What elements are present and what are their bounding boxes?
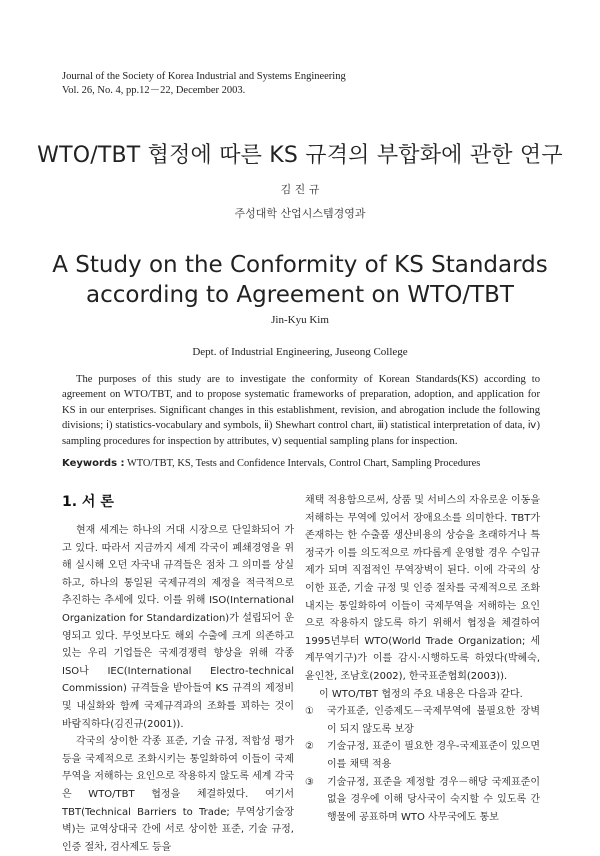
right-column: [305, 492, 540, 826]
journal-citation: [62, 70, 346, 98]
list-item: [305, 703, 540, 738]
author-korean: 김 진 규: [280, 183, 320, 196]
list-item: [305, 738, 540, 773]
title-korean: WTO/TBT 협정에 따른 KS 규격의 부합화에 관한 연구: [37, 143, 563, 168]
intro-paragraph-4: 이 WTO/TBT 협정의 주요 내용은 다음과 같다.: [319, 688, 523, 700]
section-heading: 1. 서 론: [62, 494, 114, 510]
left-column: [62, 492, 294, 856]
keywords: [62, 458, 552, 469]
title-english: A Study on the Conformity of KS Standards according to Agreement on WTO/TBT: [52, 252, 548, 308]
journal-volume: Vol. 26, No. 4, pp.12－22, December 2003.: [62, 85, 246, 96]
list-item-text: 국가표준, 인증제도－국제무역에 불필요한 장벽이 되지 않도록 보장: [327, 706, 540, 735]
affiliation-english: Dept. of Industrial Engineering, Juseong College: [192, 346, 408, 358]
author-english: Jin-Kyu Kim: [271, 314, 329, 326]
intro-paragraph-1: 현재 세계는 하나의 거대 시장으로 단일화되어 가고 있다. 따라서 지금까지 세계 각국이 폐쇄경영을 위해 실시해 오던 자국내 규격들은 점차 그 의미를 상실하고, 하나의 통일된 국제규격의 제정을 적극적으로 추진하는 추세에 있다. 이를 위해 ISO(International Organization for Standardization)가 설립되어 운영되고 있다. 무엇보다도 해외 수출에 크게 의존하고 있는 우리 기업들은 국제경쟁력 향상을 위해 각종 ISO나 IEC(International Electro-technical Commission) 규격들을 받아들여 KS 규격의 제정비 및 내실화와 함께 국제규격과의 조화를 꾀하는 것이 바람직하다(김진규(2001)).: [62, 525, 294, 730]
affiliation-korean: 주성대학 산업시스템경영과: [234, 207, 366, 220]
journal-name: Journal of the Society of Korea Industrial and Systems Engineering: [62, 71, 346, 82]
intro-paragraph-3: 채택 적용함으로써, 상품 및 서비스의 자유로운 이동을 저해하는 무역에 있어서 장애요소를 의미한다. TBT가 존재하는 한 수출품 생산비용의 상승을 초래하거나 특정국가 이를 의도적으로 까다롭게 운영할 경우 수입규제가 되며 직접적인 무역장벽이 된다. 이에 각국의 상이한 표준, 기술 규정 및 인증 절차를 국제적으로 조화내지는 통일화하여 이들이 국제무역을 저해하는 요인으로 작용하지 않도록 하기 위해서 협정을 체결하여 1995년부터 WTO(World Trade Organization; 세계무역기구)가 이를 감시·시행하도록 하였다(박혜숙, 윤인찬, 조남호(2002), 한국표준협회(2003)).: [305, 495, 540, 682]
list-item-number: ②: [305, 741, 314, 753]
list-item: [305, 774, 540, 827]
keywords-label: Keywords :: [62, 458, 125, 469]
list-item-number: ①: [305, 706, 314, 718]
list-item-number: ③: [305, 776, 314, 788]
list-item-text: 기술규정, 표준이 필요한 경우-국제표준이 있으면 이를 채택 적용: [327, 741, 540, 770]
intro-paragraph-2: 각국의 상이한 각종 표준, 기술 규정, 적합성 평가 등을 국제적으로 조화시키는 통일화하여 이들이 국제무역을 저해하는 요인으로 작용하지 않도록 세계 각국은 WTO/TBT 협정을 체결하였다. 여기서 TBT(Technical Barriers to Trade; 무역상기술장벽)는 교역상대국 간에 서로 상이한 표준, 기술 규정, 인증 절차, 검사제도 등을: [62, 736, 294, 853]
abstract: The purposes of this study are to investigate the conformity of Korean Standards(KS) according to agreement on WTO/TBT, and to propose systematic frameworks of preparation, adoption, and application for KS in our enterprises. Significant changes in this establishment, revision, and abrogation include the following divisions; ⅰ) statistics-vocabulary and symbols, ⅱ) Shewhart control chart, ⅲ) statistical interpretation of data, ⅳ) sampling procedures for inspection by attributes, ⅴ) sequential sampling plans for inspection.: [62, 374, 540, 447]
keywords-text: WTO/TBT, KS, Tests and Confidence Intervals, Control Chart, Sampling Procedures: [126, 458, 481, 469]
list-item-text: 기술규정, 표준을 제정할 경우－해당 국제표준이 없을 경우에 이해 당사국이 숙지할 수 있도록 간행물에 공표하며 WTO 사무국에도 통보: [327, 776, 540, 823]
agreement-items: [305, 703, 540, 826]
